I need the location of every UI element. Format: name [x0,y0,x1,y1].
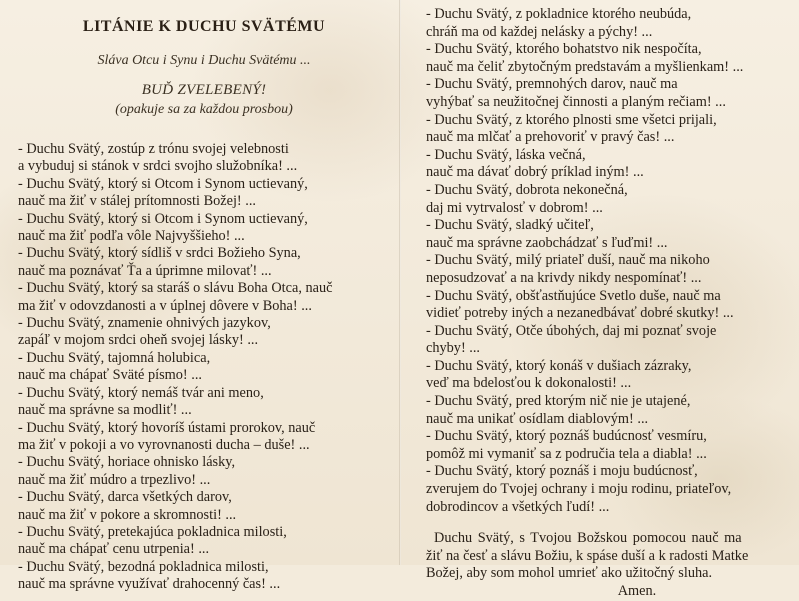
petition-line: - Duchu Svätý, ktorý sa staráš o slávu Boha Otca, nauč [18,280,333,297]
petition-line: - Duchu Svätý, dobrota nekonečná, [426,181,628,198]
petition-line: - Duchu Svätý, ktorý si Otcom i Synom uctievaný, [18,210,308,227]
petition-line: nauč ma mlčať a prehovoriť v pravý čas! ... [426,129,675,146]
petition-line: nauč ma žiť v pokore a skromnosti! ... [18,506,237,523]
petition-line: nauč ma správne zaobchádzať s ľuďmi! ... [426,234,668,251]
petition-line: veď ma bdelosťou k dokonalosti! ... [426,375,632,392]
petition-line: nauč ma chápať cenu utrpenia! ... [18,541,210,558]
petition-line: ma žiť v pokoji a vo vyrovnanosti ducha – duše! ... [18,436,310,453]
petition-line: - Duchu Svätý, darca všetkých darov, [18,489,232,506]
petition-line: nauč ma poznávať Ťa a úprimne milovať! ... [18,262,272,279]
petition-line: vyhýbať sa neužitočnej činnosti a planým rečiam! ... [426,93,726,110]
petition-line: - Duchu Svätý, Otče úbohých, daj mi poznať svoje [426,322,717,339]
petition-line: pomôž mi vymaniť sa z područia tela a diabla! ... [426,445,707,462]
page-fold-divider [399,0,401,565]
right-page [426,6,788,601]
petition-line: - Duchu Svätý, z ktorého plnosti sme všetci prijali, [426,111,717,128]
petition-line: chráň ma od každej nelásky a pýchy! ... [426,23,653,40]
petition-line: nauč ma žiť múdro a trpezlivo! ... [18,471,211,488]
petition-line: - Duchu Svätý, z pokladnice ktorého neubúda, [426,6,692,22]
right-petitions [426,6,788,516]
petition-line: - Duchu Svätý, tajomná holubica, [18,349,211,366]
petition-line: - Duchu Svätý, ktorého bohatstvo nik nespočíta, [426,41,702,58]
petition-line: - Duchu Svätý, premnohých darov, nauč ma [426,76,678,93]
amen-text: Amen. [617,583,657,599]
petition-line: nauč ma žiť podľa vôle Najvyššieho! ... [18,228,245,245]
petition-line: daj mi vytrvalosť v dobrom! ... [426,199,603,216]
petition-line: - Duchu Svätý, ktorý hovoríš ústami prorokov, nauč [18,419,316,436]
petition-line: nauč ma chápať Sväté písmo! ... [18,367,202,384]
spacer [18,120,390,141]
petition-line: a vybuduj si stánok v srdci svojho služobníka! ... [18,158,298,175]
petition-line: nauč ma žiť v stálej prítomnosti Božej! ... [18,193,256,210]
invocation-text: Sláva Otcu i Synu i Duchu Svätému ... [97,53,311,68]
closing-prayer [426,530,788,600]
petition-line: - Duchu Svätý, ktorý poznáš i moju budúcnosť, [426,463,698,480]
petition-line: - Duchu Svätý, ktorý konáš v dušiach zázraky, [426,357,692,374]
petition-line: nauč ma unikať osídlam diablovým! ... [426,410,649,427]
petition-line: - Duchu Svätý, obšťastňujúce Svetlo duše, nauč ma [426,287,721,304]
litany-title: LITÁNIE K DUCHU SVÄTÉMU [82,18,326,35]
petition-line: - Duchu Svätý, ktorý nemáš tvár ani meno, [18,384,264,401]
petition-line: - Duchu Svätý, horiace ohnisko lásky, [18,454,236,471]
petition-line: - Duchu Svätý, ktorý si Otcom i Synom uctievaný, [18,175,308,192]
closing-line: Božej, aby som mohol umrieť ako užitočný sluha. [426,565,713,582]
petition-line: ma žiť v odovzdanosti a v úplnej dôvere v Boha! ... [18,297,312,314]
petition-line: neposudzovať a na krivdy nikdy nespomínať! ... [426,269,702,286]
petition-line: nauč ma dávať dobrý príklad iným! ... [426,164,644,181]
petition-line: chyby! ... [426,340,480,357]
petition-line: - Duchu Svätý, ktorý sídliš v srdci Božieho Syna, [18,245,301,262]
petition-line: nauč ma správne využívať drahocenný čas! ... [18,576,281,593]
response-label: BUĎ ZVELEBENÝ! [141,82,267,98]
petition-line: - Duchu Svätý, láska večná, [426,146,586,163]
petition-line: zapáľ v mojom srdci oheň svojej lásky! ... [18,332,259,349]
petition-line: - Duchu Svätý, zostúp z trónu svojej velebnosti [18,141,289,157]
petition-line: - Duchu Svätý, pretekajúca pokladnica milosti, [18,523,287,540]
petition-line: vidieť potreby iných a nezanedbávať dobré skutky! ... [426,305,734,322]
petition-line: - Duchu Svätý, pred ktorým nič nie je utajené, [426,393,691,410]
petition-line: - Duchu Svätý, milý priateľ duší, nauč ma nikoho [426,252,710,269]
petition-line: zverujem do Tvojej ochrany i moju rodinu, priateľov, [426,481,732,498]
petition-line: nauč ma správne sa modliť! ... [18,402,192,419]
petition-line: dobrodincov a všetkých ľudí! ... [426,498,610,515]
left-page [18,14,390,594]
petition-line: - Duchu Svätý, znamenie ohnivých jazykov, [18,315,271,332]
closing-line: žiť na česť a slávu Božiu, k spáse duší a k radosti Matke [426,547,749,564]
left-petitions [18,141,390,594]
response-note: (opakuje sa za každou prosbou) [115,102,293,117]
petition-line: - Duchu Svätý, ktorý poznáš budúcnosť vesmíru, [426,428,707,445]
petition-line: nauč ma čeliť zbytočným predstavám a myšlienkam! ... [426,58,744,75]
petition-line: - Duchu Svätý, bezodná pokladnica milosti, [18,558,269,575]
petition-line: - Duchu Svätý, sladký učiteľ, [426,217,594,234]
closing-line: Duchu Svätý, s Tvojou Božskou pomocou nauč ma [434,530,742,547]
